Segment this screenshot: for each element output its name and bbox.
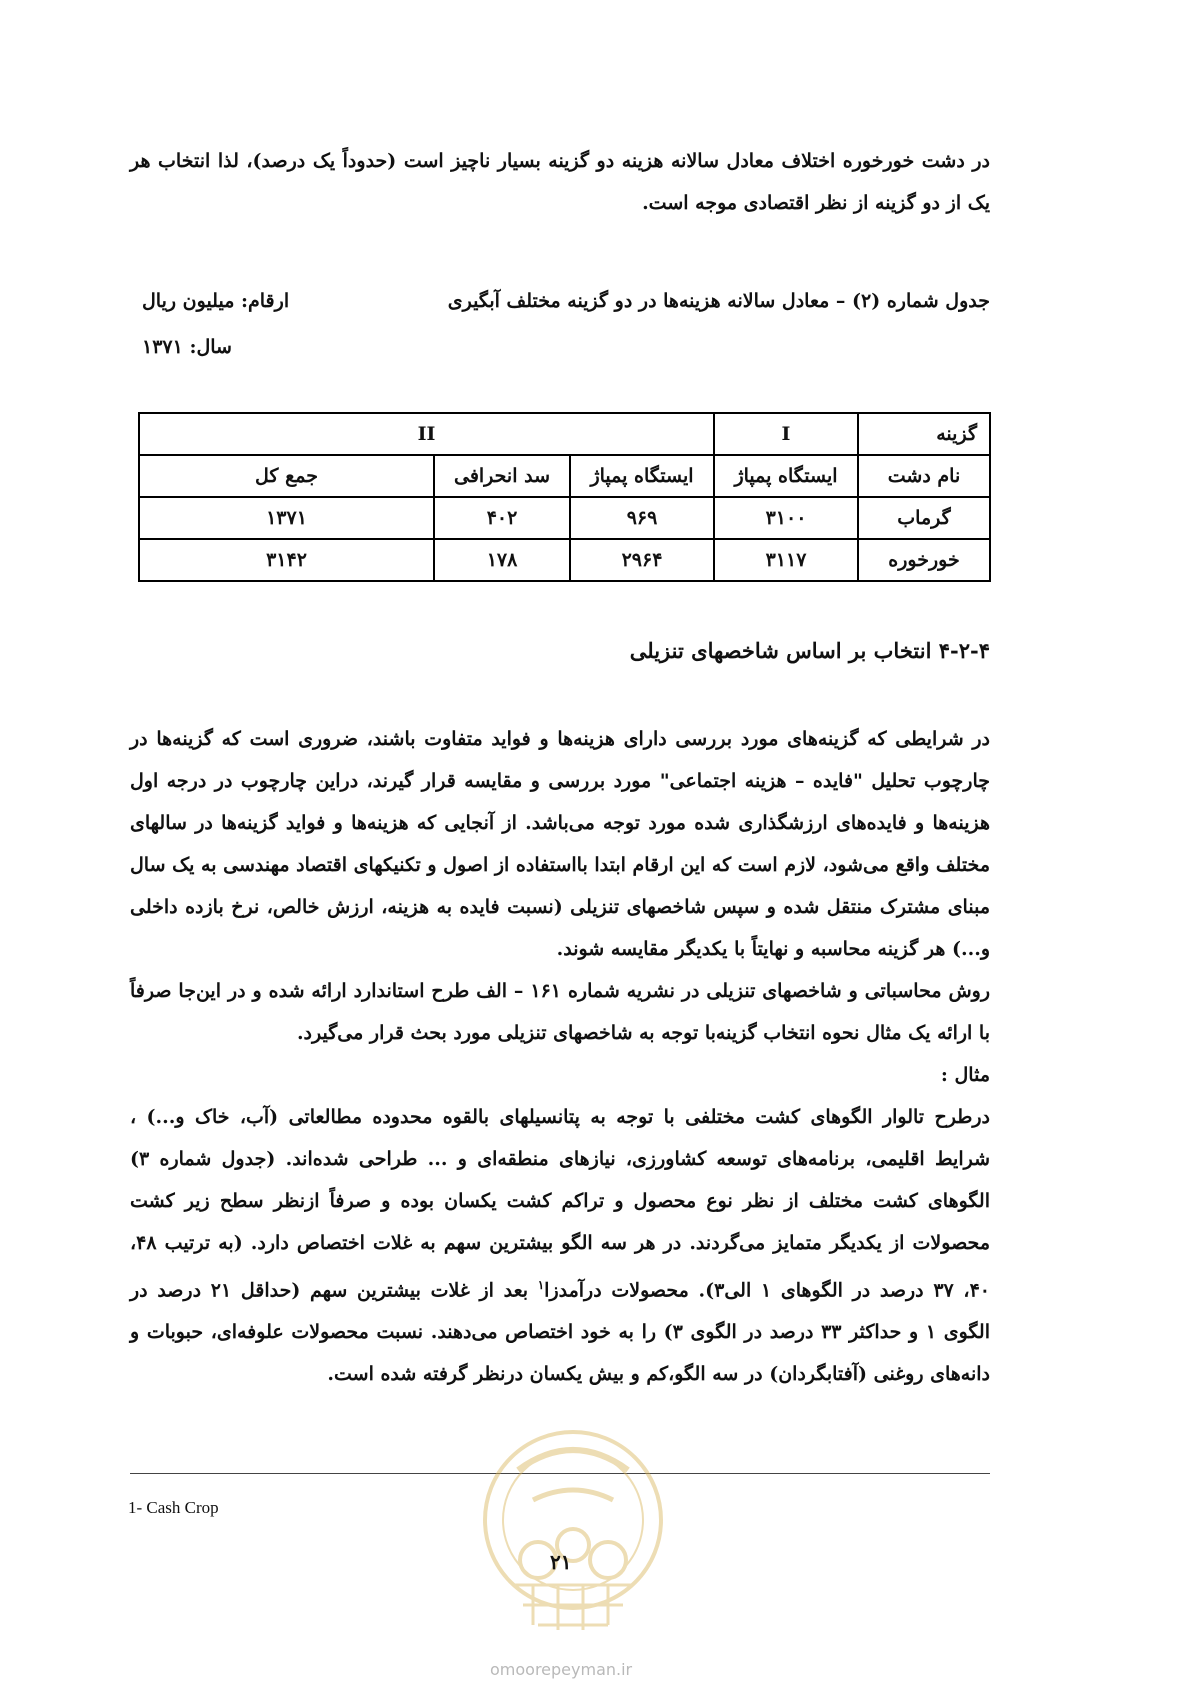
section-heading: ۴-۲-۴ انتخاب بر اساس شاخصهای تنزیلی: [629, 638, 990, 663]
column-header: ایستگاه پمپاژ: [714, 455, 858, 497]
table-cell: ۹۶۹: [570, 497, 714, 539]
table-cell: ۳۱۴۲: [139, 539, 434, 581]
table-cell: ۲۹۶۴: [570, 539, 714, 581]
plain-name-cell: گرماب: [858, 497, 990, 539]
costs-table: [138, 412, 991, 582]
footnote-text: 1- Cash Crop: [128, 1498, 219, 1517]
example-label: مثال :: [940, 1064, 990, 1086]
paragraph-2: روش محاسباتی و شاخصهای تنزیلی در نشریه شماره ۱۶۱ – الف طرح استاندارد ارائه شده و در این‌جا صرفاً با ارائه یک مثال نحوه انتخاب گزینه‌با توجه به شاخصهای تنزیلی مورد بحث قرار می‌گیرد.: [130, 980, 990, 1044]
table-caption: جدول شماره (۲) – معادل سالانه هزینه‌ها در دو گزینه مختلف آبگیری: [447, 290, 990, 312]
column-header: سد انحرافی: [434, 455, 570, 497]
table-corner-bottom: نام دشت: [858, 455, 990, 497]
units-label: ارقام: میلیون ریال: [142, 290, 290, 312]
watermark-url: omoorepeyman.ir: [490, 1660, 633, 1679]
option-1-header: I: [714, 413, 858, 455]
table-cell: ۳۱۰۰: [714, 497, 858, 539]
column-header: ایستگاه پمپاژ: [570, 455, 714, 497]
table-row: [139, 539, 990, 581]
paragraph-3-part-a: درطرح تالوار الگوهای کشت مختلفی با توجه به پتانسیلهای بالقوه محدوده مطالعاتی (آب، خاک و...) ، شرایط اقلیمی، برنامه‌های توسعه کشاورزی، نیازهای منطقه‌ای و ... طراحی شده‌اند. (جدول شماره ۳) الگوهای کشت مختلف از نظر نوع محصول و تراکم کشت یکسان بوده و صرفاً ازنظر سطح زیر کشت محصولات از یکدیگر متمایز می‌گردند. در هر سه الگو بیشترین سهم به غلات اختصاص دارد. (به ترتیب ۴۸، ۴۰، ۳۷ درصد در الگوهای ۱ الی۳). محصولات درآمدزا: [130, 1106, 990, 1302]
table-cell: ۴۰۲: [434, 497, 570, 539]
footnote-reference: ۱: [537, 1278, 545, 1292]
plain-name-cell: خورخوره: [858, 539, 990, 581]
year-label: سال: ۱۳۷۱: [142, 336, 232, 358]
table-row: [139, 497, 990, 539]
table-header-row-2: [139, 455, 990, 497]
page-number: ۲۱: [550, 1550, 572, 1574]
table-cell: ۱۳۷۱: [139, 497, 434, 539]
option-2-header: II: [139, 413, 714, 455]
intro-paragraph: در دشت خورخوره اختلاف معادل سالانه هزینه دو گزینه بسیار ناچیز است (حدوداً یک درصد)، لذا انتخاب هر یک از دو گزینه از نظر اقتصادی موجه است.: [130, 150, 990, 214]
table-corner-top: گزینه: [858, 413, 990, 455]
paragraph-3-part-b: بعد از غلات بیشترین سهم (حداقل ۲۱ درصد در الگوی ۱ و حداکثر ۳۳ درصد در الگوی ۳) را به خود اختصاص می‌دهند. نسبت محصولات علوفه‌ای، حبوبات و دانه‌های روغنی (آفتابگردان) در سه الگو،کم و بیش یکسان درنظر گرفته شده است.: [130, 1279, 990, 1386]
table-header-row-1: [139, 413, 990, 455]
paragraph-1: در شرایطی که گزینه‌های مورد بررسی دارای هزینه‌ها و فواید متفاوت باشند، ضروری است که گزینه‌ها در چارچوب تحلیل "فایده – هزینه اجتماعی" مورد بررسی و مقایسه قرار گیرند، دراین چارچوب در درجه اول هزینه‌ها و فایده‌های ارزشگذاری شده مورد توجه می‌باشد. از آنجایی که هزینه‌ها و فواید گزینه‌ها در سالهای مختلف واقع می‌شود، لازم است که این ارقام ابتدا بااستفاده از اصول و تکنیکهای اقتصاد مهندسی به یک سال مبنای مشترک منتقل شده و سپس شاخصهای تنزیلی (نسبت فایده به هزینه، ارزش خالص، نرخ بازده داخلی و...) هر گزینه محاسبه و نهایتاً با یکدیگر مقایسه شوند.: [130, 728, 990, 960]
publisher-seal-logo: [478, 1410, 668, 1660]
table-cell: ۱۷۸: [434, 539, 570, 581]
paragraph-3: [130, 1096, 990, 1395]
table-cell: ۳۱۱۷: [714, 539, 858, 581]
column-header: جمع کل: [139, 455, 434, 497]
